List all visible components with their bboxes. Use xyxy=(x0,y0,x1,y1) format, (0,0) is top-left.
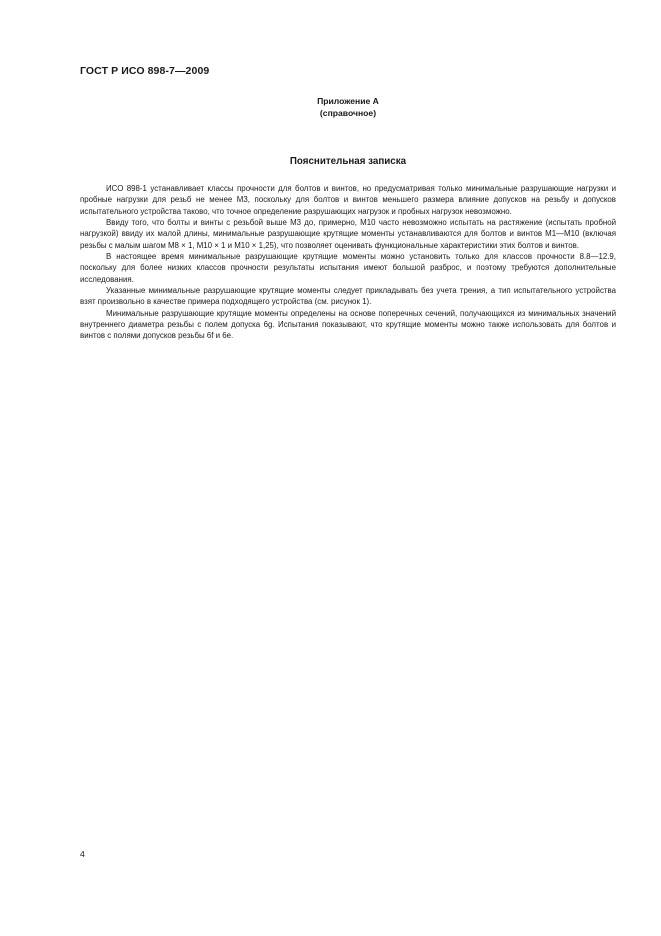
paragraph-3: В настоящее время минимальные разрушающие крутящие моменты можно установить только для классов прочности 8.8—12.9, поскольку для более низких классов прочности результаты испытания имеют большой разброс, и поэтому требуются дополнительные исследования. xyxy=(80,252,616,284)
explanatory-note-body xyxy=(80,183,616,342)
section-title: Пояснительная записка xyxy=(289,156,407,167)
paragraph-4: Указанные минимальные разрушающие крутящие моменты следует прикладывать без учета трения, а тип испытательного устройства взят произвольно в качестве примера подходящего устройства (см. рисунок 1). xyxy=(80,286,616,307)
paragraph-1: ИСО 898-1 устанавливает классы прочности для болтов и винтов, но предусматривая только минимальные разрушающие нагрузки и пробные нагрузки для резьб не менее М3, поскольку для болтов и винтов меньшего размера влияние допусков на резьбу и допусков испытательного устройства таково, что точное определение разрушающих нагрузок и пробных нагрузок невозможно. xyxy=(80,184,616,216)
document-standard-header: ГОСТ Р ИСО 898-7—2009 xyxy=(80,65,210,77)
annex-title: Приложение А xyxy=(317,96,379,106)
annex-subtitle: (справочное) xyxy=(319,108,377,118)
paragraph-2: Ввиду того, что болты и винты с резьбой выше М3 до, примерно, М10 часто невозможно испытать на растяжение (испытать пробной нагрузкой) ввиду их малой длины, минимальные разрушающие крутящие моменты устанавливаются для болтов и винтов М1—М10 (включая резьбы с малым шагом М8 × 1, М10 × 1 и М10 × 1,25), что позволяет оценивать функциональные характеристики этих болтов и винтов. xyxy=(80,218,616,250)
paragraph-5: Минимальные разрушающие крутящие моменты определены на основе поперечных сечений, получающихся из минимальных значений внутреннего диаметра резьбы с полем допуска 6g. Испытания показывают, что крутящие моменты можно также использовать для болтов и винтов с полями допусков резьбы 6f и 6e. xyxy=(80,308,616,341)
page-number: 4 xyxy=(80,849,85,859)
